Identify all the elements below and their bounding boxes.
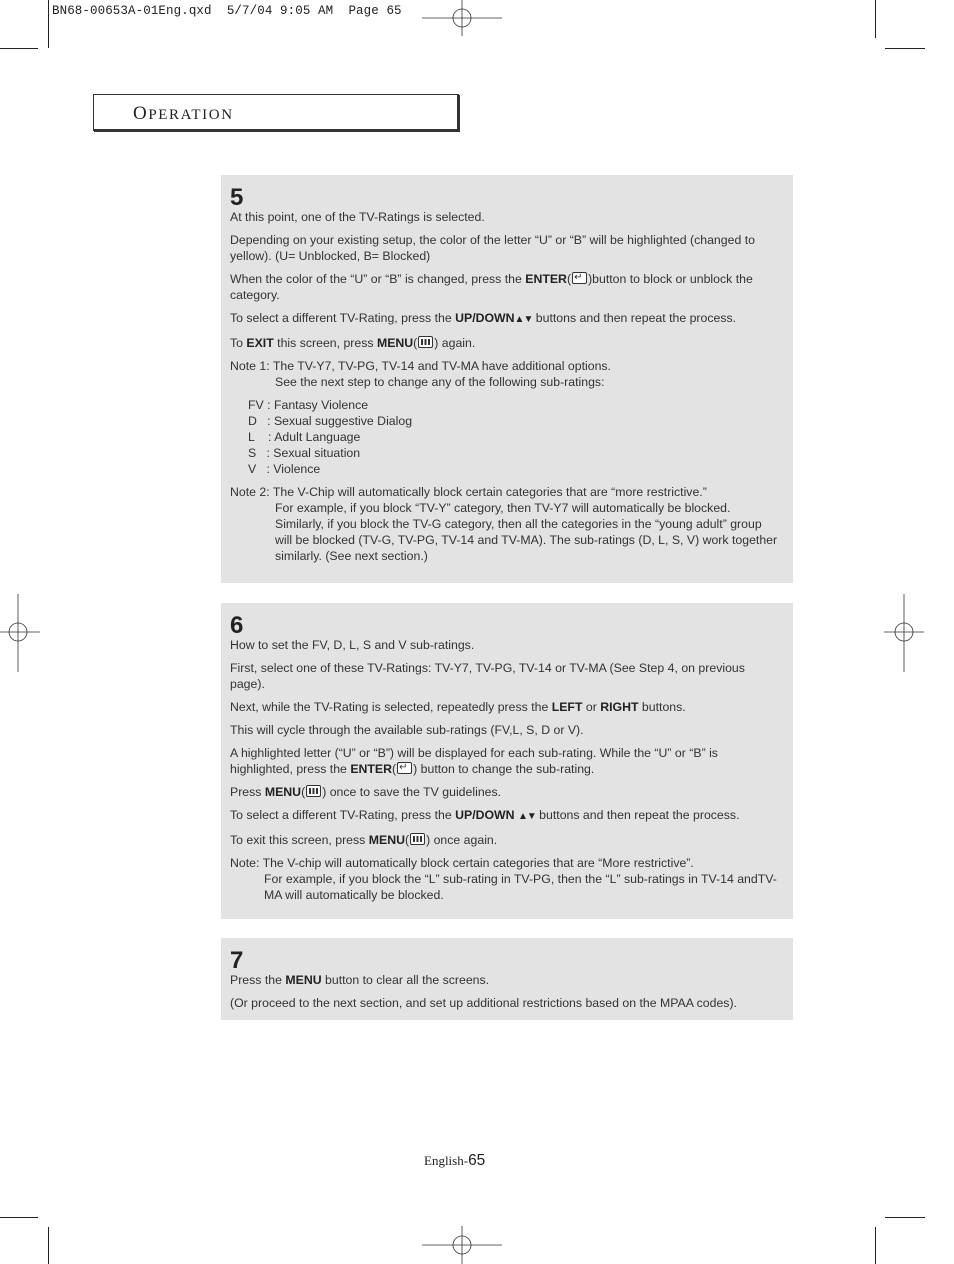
paragraph: To EXIT this screen, press MENU( ) again. xyxy=(230,336,476,350)
step-5-panel xyxy=(221,175,793,583)
paragraph: To exit this screen, press MENU( ) once again. xyxy=(230,833,498,847)
list-item: D : Sexual suggestive Dialog xyxy=(248,414,413,428)
paragraph: Next, while the TV-Rating is selected, repeatedly press the LEFT or RIGHT buttons. xyxy=(230,700,686,714)
paragraph: Press the MENU button to clear all the screens. xyxy=(230,973,490,987)
paragraph: Press MENU( ) once to save the TV guidelines. xyxy=(230,785,502,799)
crop-mark xyxy=(48,1227,49,1264)
enter-button-icon xyxy=(572,272,587,284)
crop-mark xyxy=(875,1227,876,1264)
crop-mark xyxy=(0,1217,38,1218)
page-footer: English-65 xyxy=(424,1152,486,1169)
step-number: 6 xyxy=(230,612,244,639)
menu-button-icon xyxy=(410,833,425,845)
paragraph: This will cycle through the available sub-ratings (FV,L, S, D or V). xyxy=(230,723,584,737)
crop-mark xyxy=(0,48,38,49)
note-2: Note 2: The V-Chip will automatically block certain categories that are “more restrictive.” For example, if you block “TV-Y” category, then TV-Y7 will automatically be blocked. Similarly, if you block the TV-G category, then all the categories in the “young adult” group will be blocked (TV-G, TV-PG, TV-14 and TV-MA). The sub-ratings (D, L, S, V) work together similarly. (See next section.) xyxy=(230,485,778,563)
up-down-arrows-icon: ▲▼ xyxy=(517,811,536,822)
paragraph: How to set the FV, D, L, S and V sub-ratings. xyxy=(230,638,475,652)
enter-button-icon xyxy=(397,762,412,774)
step-7-panel xyxy=(221,938,793,1020)
paragraph: To select a different TV-Rating, press the UP/DOWN▲▼ buttons and then repeat the process. xyxy=(230,311,737,325)
crop-mark xyxy=(885,1217,925,1218)
registration-mark-icon xyxy=(422,0,502,40)
step-6-panel xyxy=(221,603,793,919)
up-down-arrows-icon: ▲▼ xyxy=(514,314,533,325)
paragraph: A highlighted letter (“U” or “B”) will be displayed for each sub-rating. While the “U” or “B” is highlighted, press the ENTER(↵ ) button to change the sub-rating. xyxy=(230,745,779,777)
paragraph: (Or proceed to the next section, and set up additional restrictions based on the MPAA codes). xyxy=(230,996,737,1010)
registration-mark-icon xyxy=(884,594,924,672)
list-item: FV : Fantasy Violence xyxy=(248,398,369,412)
menu-button-icon xyxy=(418,336,433,348)
crop-mark xyxy=(875,0,876,38)
crop-mark xyxy=(885,48,925,49)
registration-mark-icon xyxy=(422,1226,502,1264)
list-item: L : Adult Language xyxy=(248,430,361,444)
paragraph: To select a different TV-Rating, press the UP/DOWN ▲▼ buttons and then repeat the process. xyxy=(230,808,740,822)
registration-mark-icon xyxy=(0,594,40,672)
step-number: 7 xyxy=(230,947,244,974)
paragraph: When the color of the “U” or “B” is changed, press the ENTER(↵ )button to block or unblock the category. xyxy=(230,271,779,303)
step-number: 5 xyxy=(230,184,244,211)
list-item: S : Sexual situation xyxy=(248,446,361,460)
list-item: V : Violence xyxy=(248,462,321,476)
menu-button-icon xyxy=(306,785,321,797)
note-1: Note 1: The TV-Y7, TV-PG, TV-14 and TV-MA have additional options. See the next step to change any of the following sub-ratings: xyxy=(230,359,611,389)
note: Note: The V-chip will automatically block certain categories that are “More restrictive”. For example, if you block the “L” sub-rating in TV-PG, then the “L” sub-ratings in TV-14 andTV-MA will automatically be blocked. xyxy=(230,856,777,902)
page-number: 65 xyxy=(468,1152,486,1169)
crop-mark xyxy=(48,0,49,48)
subratings-list xyxy=(230,397,779,477)
section-title: OPERATION xyxy=(133,103,234,124)
paragraph: First, select one of these TV-Ratings: TV-Y7, TV-PG, TV-14 or TV-MA (See Step 4, on previous page). xyxy=(230,661,745,691)
print-slug: BN68-00653A-01Eng.qxd 5/7/04 9:05 AM Page 65 xyxy=(52,4,402,18)
paragraph: Depending on your existing setup, the color of the letter “U” or “B” will be highlighted (changed to yellow). (U= Unblocked, B= Blocked) xyxy=(230,233,755,263)
paragraph: At this point, one of the TV-Ratings is selected. xyxy=(230,210,485,224)
